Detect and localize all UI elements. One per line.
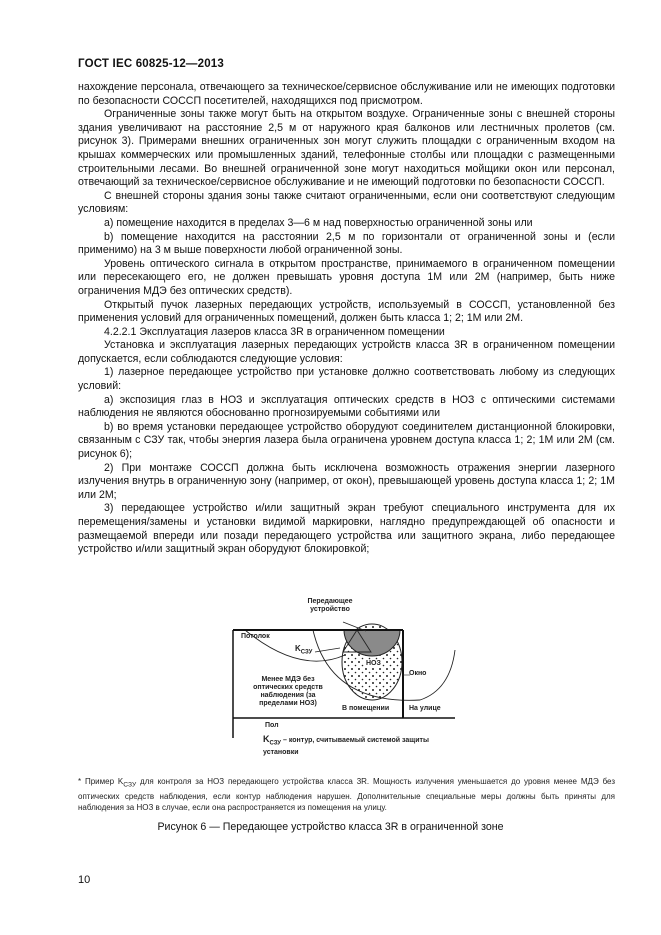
paragraph: 3) передающее устройство и/или защитный экран требуют специального инструмента для их перемещения/замены и установки видимой маркировки, наглядно предупреждающей об опасности и размещаемой впереди или позади передающего устройства или защитного экрана, либо передающее устройство и/или защитный экран оборудуют блокировкой; <box>78 502 615 556</box>
section-heading: 4.2.2.1 Эксплуатация лазеров класса 3R в ограниченном помещении <box>104 325 445 338</box>
mde-label: Менее МДЭ без оптических средств наблюдения (за пределами НОЗ) <box>253 676 323 707</box>
figure-6 <box>0 590 661 770</box>
paragraph: а) помещение находится в пределах 3—6 м над поверхностью ограниченной зоны или <box>104 216 533 229</box>
paragraph: нахождение персонала, отвечающего за техническое/сервисное обслуживание или не имеющих подготовки по безопасности СОССП посетителей, находящихся под присмотром. <box>78 81 615 107</box>
outdoor-label: На улице <box>409 705 441 712</box>
indoor-label: В помещении <box>342 705 390 712</box>
paragraph: Установка и эксплуатация лазерных передающих устройств класса 3R в ограниченном помещении допускается, если соблюдаются следующие условия: <box>78 339 615 365</box>
figure-caption: Рисунок 6 — Передающее устройство класса 3R в ограниченной зоне <box>157 821 504 833</box>
paragraph: b) во время установки передающее устройство оборудуют соединителем дистанционной блокировки, связанным с СЗУ так, чтобы энергия лазера была ограничена уровнем доступа класса 1; 2; 1М или 2М (см. рисунок 6); <box>78 420 615 461</box>
page-number: 10 <box>78 874 91 886</box>
document-header: ГОСТ IEC 60825-12—2013 <box>78 58 224 70</box>
paragraph: 1) лазерное передающее устройство при установке должно соответствовать любому из следующих условий: <box>78 366 615 393</box>
floor-label: Пол <box>265 722 279 729</box>
paragraph: 2) При монтаже СОССП должна быть исключена возможность отражения энергии лазерного излучения внутрь в ограниченную зону (например, от окон), превышающей уровень доступа класса 1; 2; 1М или 2М; <box>78 461 615 501</box>
noz-label: НОЗ <box>366 660 381 667</box>
figure-legend: $K_{СЗУ}$ – контур, считываемый системой защиты установки <box>263 734 429 757</box>
footnote: * Пример $K_{СЗУ}$ для контроля за НОЗ передающего устройства класса 3R. Мощность излучения уменьшается до уровня менее МДЭ без оптических средств наблюдения, если контур наблюдения нарушен. Дополнительные специальные меры должны быть приняты для наблюдения за НОЗ в случае, если она распространяется из помещения на улицу. <box>78 777 615 812</box>
paragraph: Открытый пучок лазерных передающих устройств, используемый в СОССП, установленной без применения условий для ограниченных помещений, должен быть класса 1; 2; 1М или 2М. <box>78 298 615 325</box>
window-label: Окно <box>409 670 427 677</box>
body-text <box>78 81 615 557</box>
transmitter-label: Передающее устройство <box>307 598 353 613</box>
ksz-label: $K_{СЗУ}$ <box>295 644 313 656</box>
paragraph: Уровень оптического сигнала в открытом пространстве, принимаемого в ограниченном помещении или пересекающего его, не должен превышать уровня доступа 1М или 2М (например, быть ниже ограничения МДЭ без оптических средств). <box>78 257 615 297</box>
paragraph: b) помещение находится на расстоянии 2,5 м по горизонтали от ограниченной зоны и (если применимо) на 3 м выше поверхности любой ограниченной зоны. <box>78 230 615 257</box>
paragraph: Ограниченные зоны также могут быть на открытом воздухе. Ограниченные зоны с внешней стороны здания увеличивают на расстояние 2,5 м от наружного края балконов или лестничных пролетов (см. рисунок 3). Примерами внешних ограниченных зон могут служить площадки с ограниченным входом на крышах коммерческих или промышленных зданий, телефонные столбы или площадки с размещенными строительными лесами. Во внешней ограниченной зоне могут находиться мойщики окон или персонал, отвечающий за техническое/сервисное обслуживание и не имеющий подготовки по безопасности СОССП. <box>78 108 615 189</box>
paragraph: С внешней стороны здания зоны также считают ограниченными, если они соответствуют следующим условиям: <box>78 189 615 216</box>
paragraph: а) экспозиция глаз в НОЗ и эксплуатация оптических средств в НОЗ с оптическими системами наблюдения не являются обоснованно прогнозируемыми событиями или <box>78 393 615 420</box>
ceiling-label: Потолок <box>241 633 270 640</box>
